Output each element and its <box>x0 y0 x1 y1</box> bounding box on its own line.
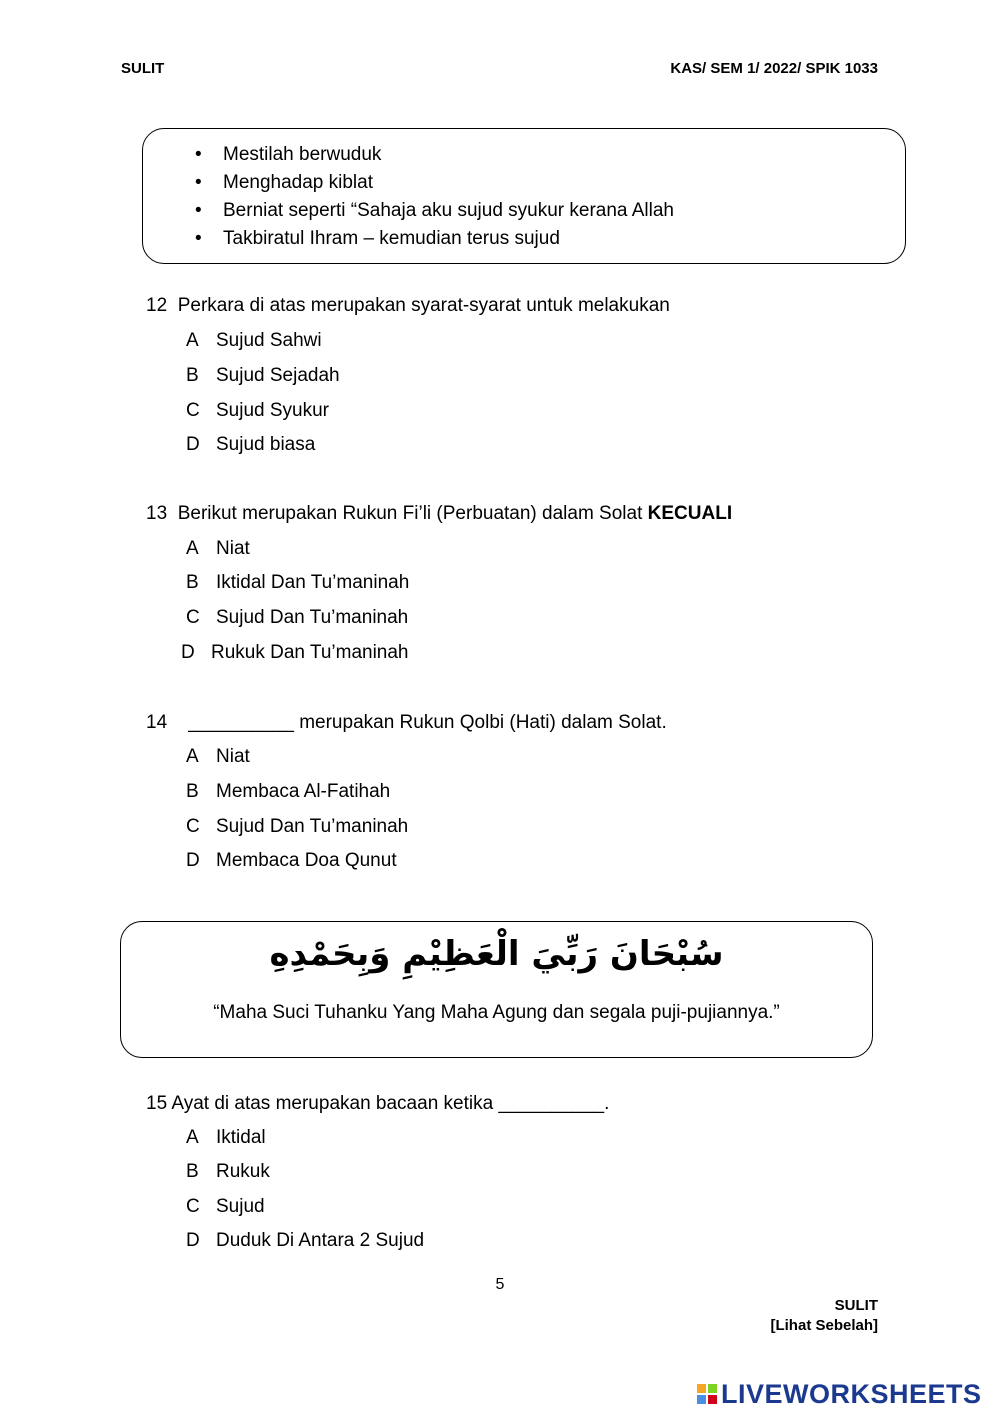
bullet-item: • Menghadap kiblat <box>195 172 373 193</box>
question-13: 13 Berikut merupakan Rukun Fi’li (Perbuatan) dalam Solat KECUALI <box>146 503 733 524</box>
bullet-item: • Berniat seperti “Sahaja aku sujud syukur kerana Allah <box>195 200 674 221</box>
liveworksheets-icon <box>697 1384 717 1404</box>
header-right: KAS/ SEM 1/ 2022/ SPIK 1033 <box>670 60 878 77</box>
question-12: 12 Perkara di atas merupakan syarat-syarat untuk melakukan <box>146 295 670 316</box>
question-15: 15 Ayat di atas merupakan bacaan ketika __________. <box>146 1093 610 1114</box>
bullet-item: • Mestilah berwuduk <box>195 144 382 165</box>
arabic-verse: سُبْحَانَ رَبِّيَ الْعَظِيْمِ وَبِحَمْدِهِ <box>269 934 724 974</box>
question-14: 14 __________ merupakan Rukun Qolbi (Hati) dalam Solat. <box>146 712 667 733</box>
bullet-item: • Takbiratul Ihram – kemudian terus sujud <box>195 228 560 249</box>
conditions-box <box>142 128 906 264</box>
emphasis-kecuali: KECUALI <box>647 503 733 524</box>
footer-sulit: SULIT <box>834 1297 878 1314</box>
bullet-list <box>195 141 674 253</box>
brand-text: LIVEWORKSHEETS <box>721 1378 982 1409</box>
header-left: SULIT <box>121 60 165 77</box>
verse-box <box>120 921 873 1058</box>
footer-lihat-sebelah: [Lihat Sebelah] <box>770 1317 878 1334</box>
liveworksheets-logo <box>697 1377 982 1411</box>
page-number: 5 <box>495 1276 505 1293</box>
verse-translation: “Maha Suci Tuhanku Yang Maha Agung dan segala puji-pujiannya.” <box>213 1002 780 1023</box>
